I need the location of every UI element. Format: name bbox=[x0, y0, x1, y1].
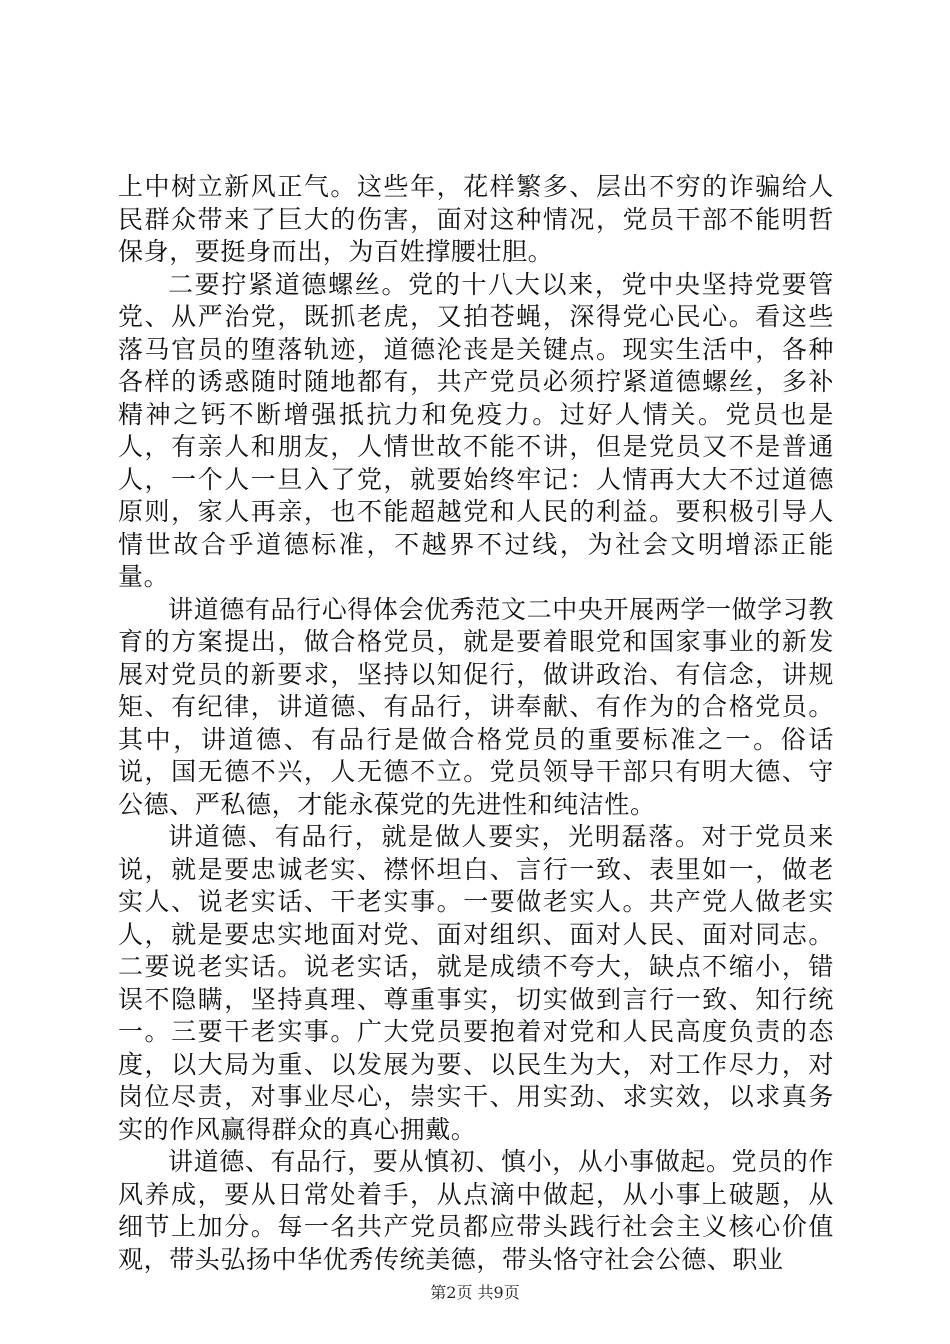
page-number-footer: 第2页 共9页 bbox=[430, 1283, 520, 1302]
paragraph: 讲道德有品行心得体会优秀范文二中央开展两学一做学习教育的方案提出，做合格党员，就是要着眼党和国家事业的新发展对党员的新要求，坚持以知促行，做讲政治、有信念，讲规矩、有纪律，讲道德、有品行，讲奉献、有作为的合格党员。其中，讲道德、有品行是做合格党员的重要标准之一。俗话说，国无德不兴，人无德不立。党员领导干部只有明大德、守公德、严私德，才能永葆党的先进性和纯洁性。 bbox=[118, 594, 834, 819]
paragraph: 讲道德、有品行，就是做人要实，光明磊落。对于党员来说，就是要忠诚老实、襟怀坦白、言行一致、表里如一，做老实人、说老实话、干老实事。一要做老实人。共产党人做老实人，就是要忠实地面对党、面对组织、面对人民、面对同志。二要说老实话。说老实话，就是成绩不夸大，缺点不缩小，错误不隐瞒，坚持真理、尊重事实，切实做到言行一致、知行统一。三要干老实事。广大党员要抱着对党和人民高度负责的态度，以大局为重、以发展为要、以民生为大，对工作尽力，对岗位尽责，对事业尽心，崇实干、用实劲、求实效，以求真务实的作风赢得群众的真心拥戴。 bbox=[118, 822, 834, 1144]
paragraph: 二要拧紧道德螺丝。党的十八大以来，党中央坚持党要管党、从严治党，既抓老虎，又拍苍蝇，深得党心民心。看这些落马官员的堕落轨迹，道德沦丧是关键点。现实生活中，各种各样的诱惑随时随地都有，共产党员必须拧紧道德螺丝，多补精神之钙不断增强抵抗力和免疫力。过好人情关。党员也是人，有亲人和朋友，人情世故不能不讲，但是党员又不是普通人，一个人一旦入了党，就要始终牢记：人情再大大不过道德原则，家人再亲，也不能超越党和人民的利益。要积极引导人情世故合乎道德标准，不越界不过线，为社会文明增添正能量。 bbox=[118, 269, 834, 591]
body-text bbox=[118, 171, 834, 1276]
paragraph: 讲道德、有品行，要从慎初、慎小，从小事做起。党员的作风养成，要从日常处着手，从点滴中做起，从小事上破题，从细节上加分。每一名共产党员都应带头践行社会主义核心价值观，带头弘扬中华优秀传统美德，带头恪守社会公德、职业 bbox=[118, 1147, 834, 1274]
paragraph: 上中树立新风正气。这些年，花样繁多、层出不穷的诈骗给人民群众带来了巨大的伤害，面对这种情况，党员干部不能明哲保身，要挺身而出，为百姓撑腰壮胆。 bbox=[118, 172, 834, 266]
